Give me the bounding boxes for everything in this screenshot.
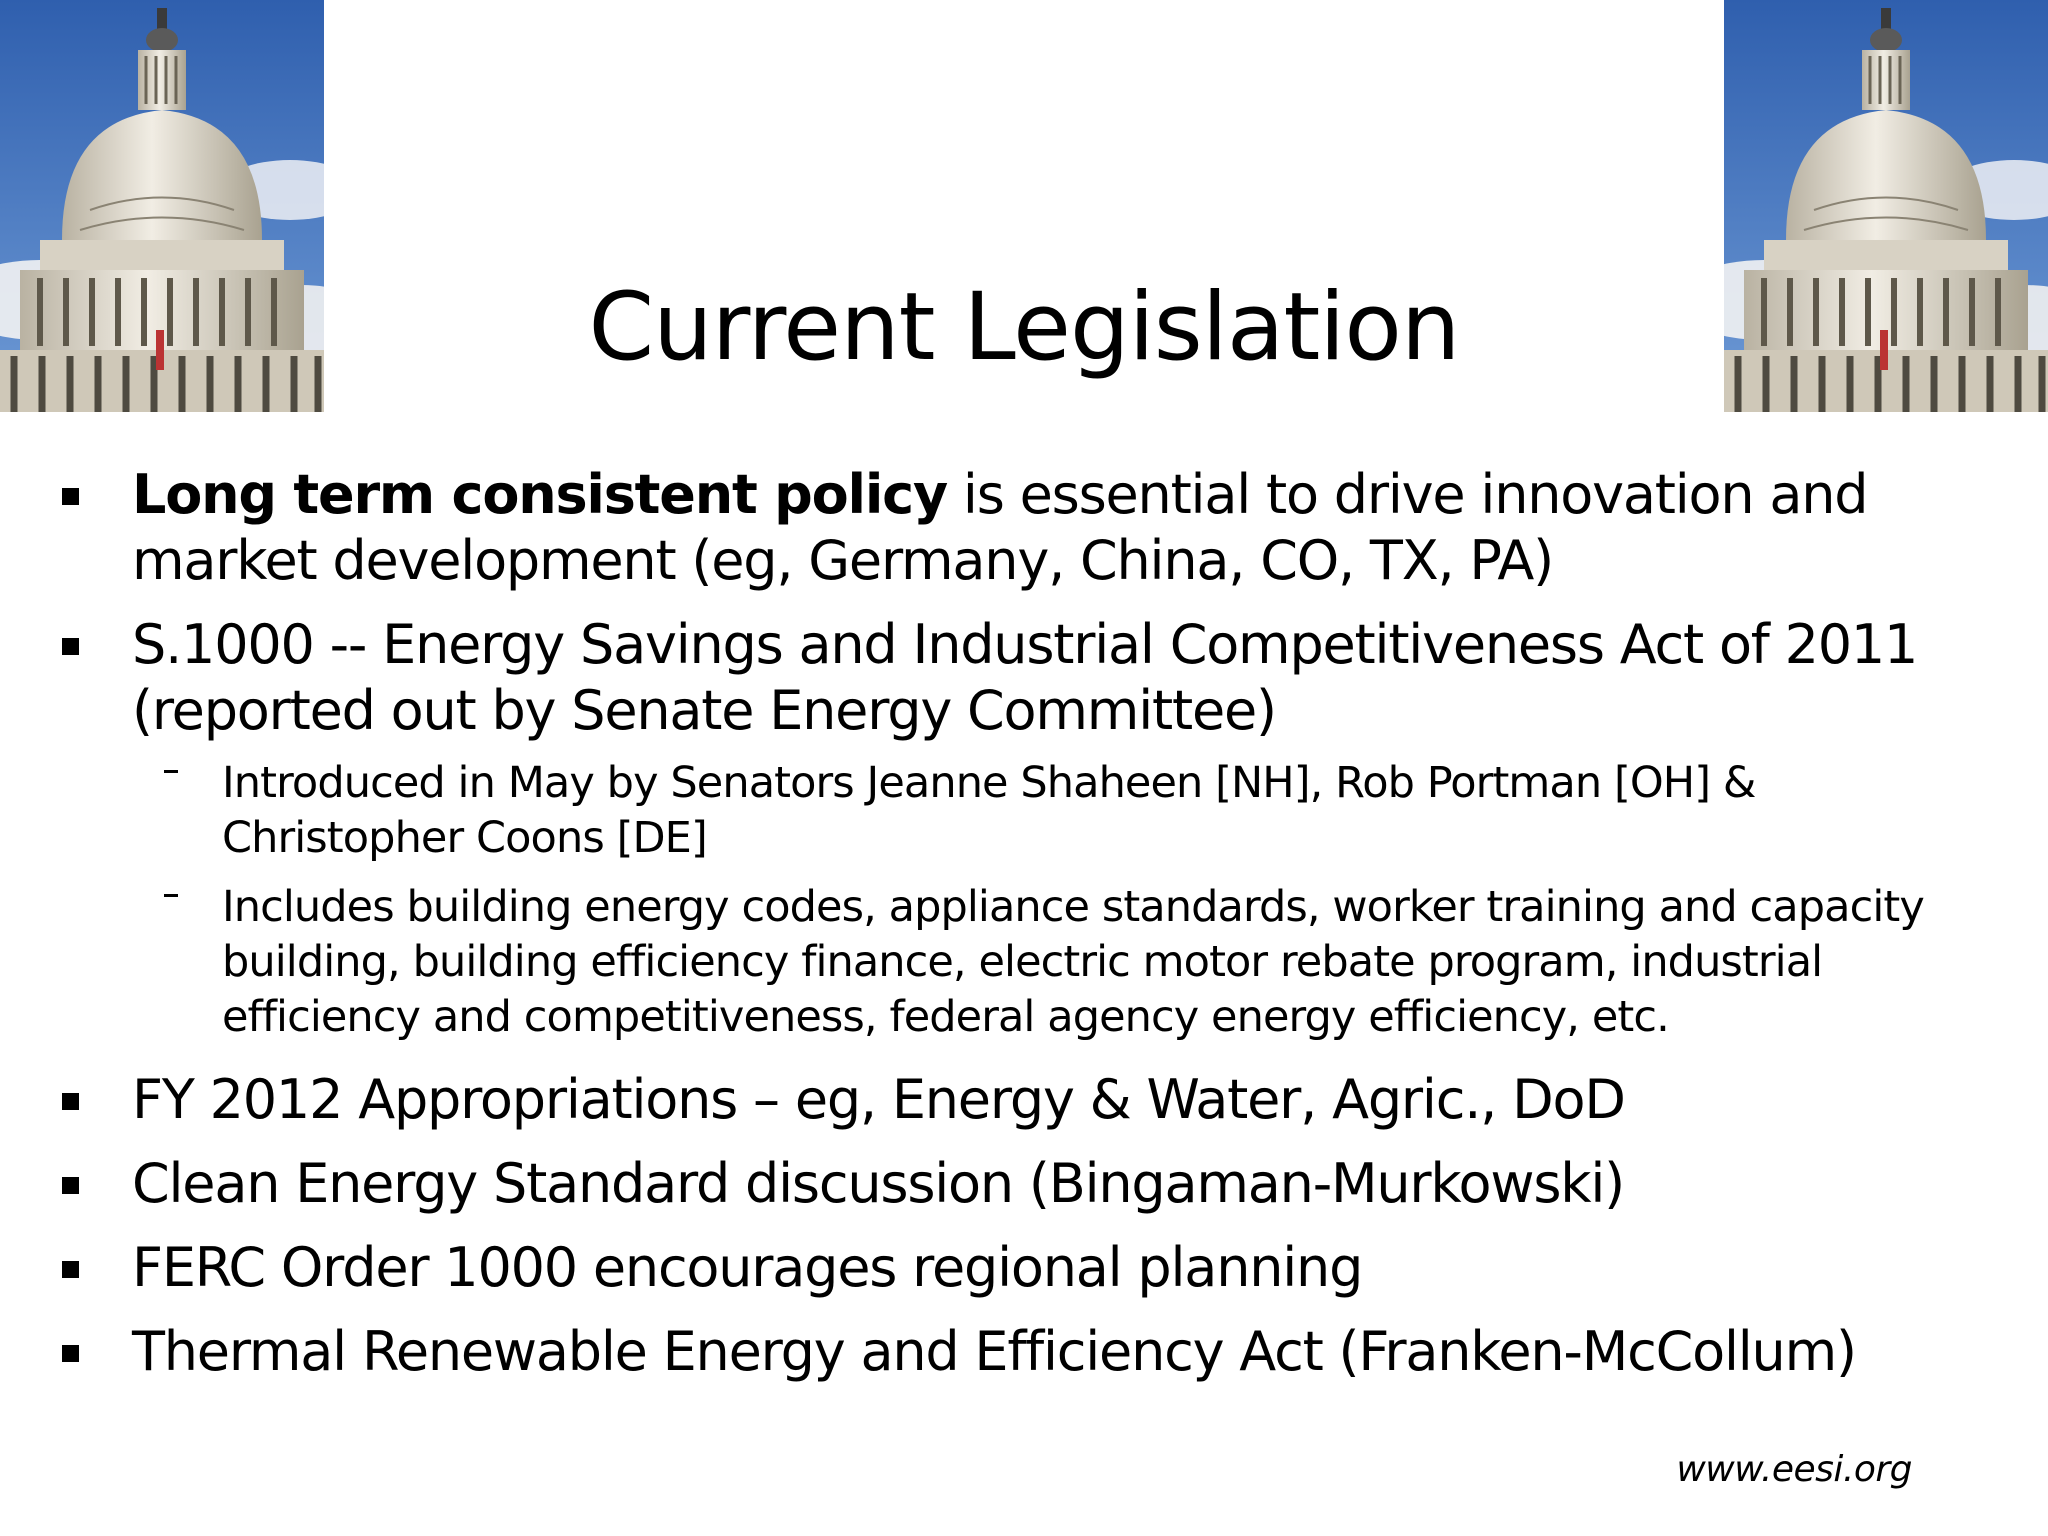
bullet-item [0,1151,2048,1217]
square-bullet-icon [62,1345,79,1362]
bullet-bold-lead: Long term consistent policy [132,463,947,526]
capitol-dome-image-left [0,0,324,412]
bullet-list [0,462,2048,1385]
sub-bullet-text: Introduced in May by Senators Jeanne Shaheen [NH], Rob Portman [OH] & Christopher Coons [DE] [222,758,1756,863]
capitol-dome-image-right [1724,0,2048,412]
square-bullet-icon [62,1177,79,1194]
bullet-text: is essential to drive innovation and market development (eg, Germany, China, CO, TX, PA) [132,463,1868,592]
capitol-dome-icon [0,0,324,412]
bullet-item [0,1067,2048,1133]
dash-bullet-icon [164,894,178,897]
bullet-item [0,612,2048,744]
bullet-text: FY 2012 Appropriations – eg, Energy & Water, Agric., DoD [132,1068,1625,1131]
sub-bullet-item [0,880,2048,1045]
square-bullet-icon [62,1261,79,1278]
square-bullet-icon [62,488,79,505]
bullet-text: FERC Order 1000 encourages regional planning [132,1236,1363,1299]
capitol-dome-icon [1724,0,2048,412]
square-bullet-icon [62,1093,79,1110]
bullet-item [0,1319,2048,1385]
slide-title: Current Legislation [588,272,1460,382]
bullet-text: Thermal Renewable Energy and Efficiency Act (Franken-McCollum) [132,1320,1856,1383]
square-bullet-icon [62,638,79,655]
bullet-text: Clean Energy Standard discussion (Bingaman-Murkowski) [132,1152,1625,1215]
bullet-item [0,462,2048,594]
sub-bullet-text: Includes building energy codes, appliance standards, worker training and capacity building, building efficiency finance, electric motor rebate program, industrial efficiency and competitiveness, federal agency energy efficiency, etc. [222,882,1924,1042]
sub-bullet-item [0,756,2048,866]
dash-bullet-icon [164,770,178,773]
footer-url: www.eesi.org [1676,1449,1912,1490]
bullet-item [0,1235,2048,1301]
bullet-text: S.1000 -- Energy Savings and Industrial Competitiveness Act of 2011 (reported out by Senate Energy Committee) [132,613,1918,742]
